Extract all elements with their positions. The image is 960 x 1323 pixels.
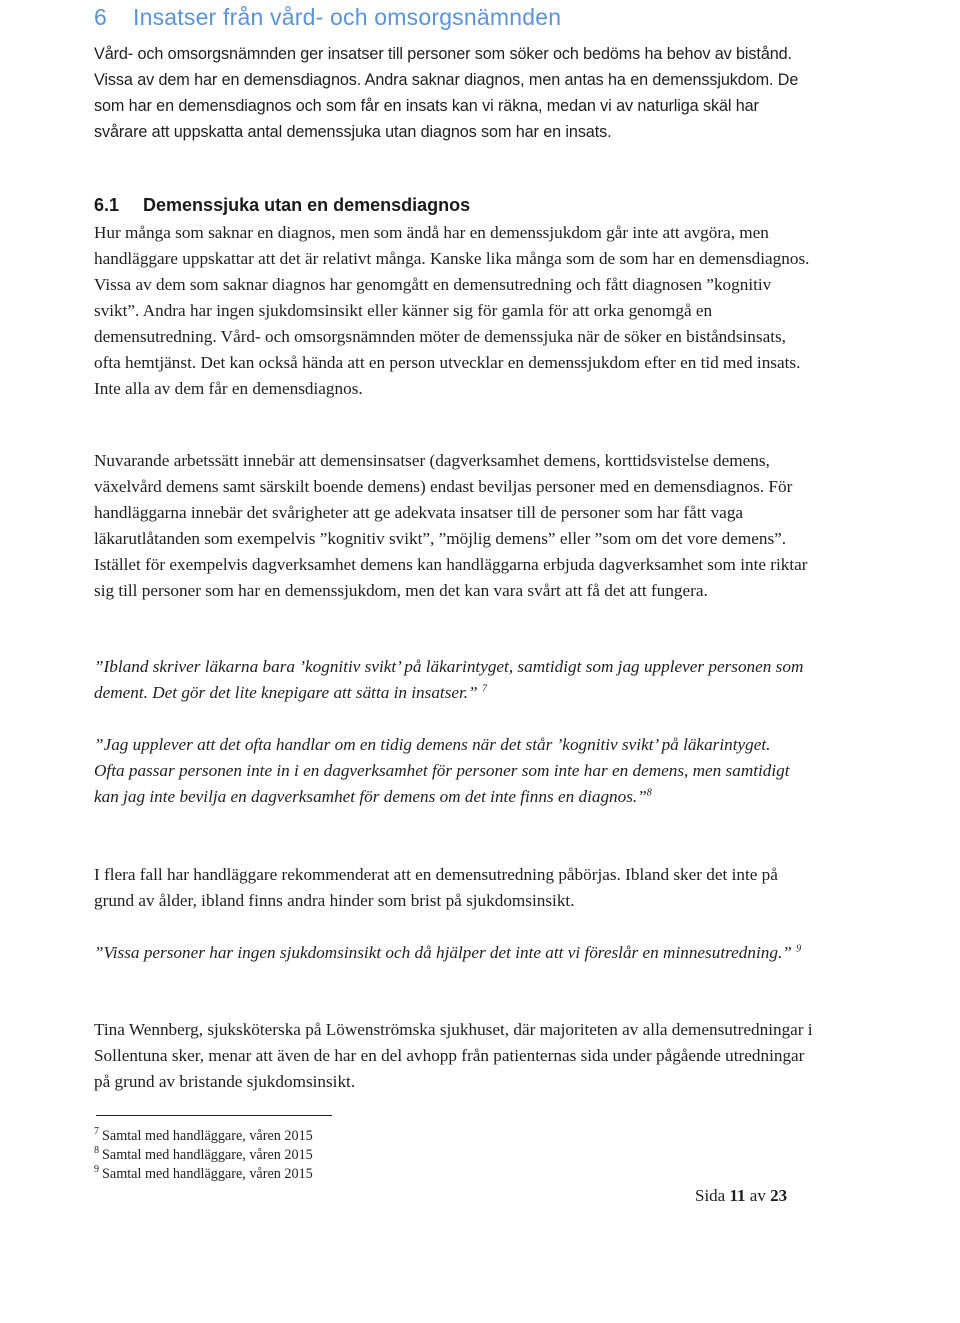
section-title: Demenssjuka utan en demensdiagnos [143, 195, 471, 215]
block-quote [94, 940, 804, 966]
footnote-text: Samtal med handläggare, våren 2015 [102, 1128, 313, 1144]
page-number-separator: av [749, 1186, 766, 1205]
section-number: 6.1 [94, 195, 120, 215]
block-quote [94, 732, 804, 810]
footnote-item [94, 1127, 313, 1146]
chapter-title: Insatser från vård- och omsorgsnämnden [133, 4, 562, 30]
footnote-number: 9 [94, 1164, 99, 1176]
page-number [695, 1186, 787, 1206]
page-number-total: 23 [770, 1186, 788, 1205]
page-number-current: 11 [729, 1186, 746, 1205]
footnote-number: 8 [94, 1145, 99, 1157]
footnote-reference: 7 [481, 683, 487, 695]
section-heading [94, 195, 470, 216]
intro-paragraph: Vård- och omsorgsnämnden ger insatser till personer som söker och bedöms ha behov av bistånd. Vissa av dem har en demensdiagnos. Andra saknar diagnos, men antas ha en demenssjukdom. De som har en demensdiagnos och som får en insats kan vi räkna, medan vi av naturliga skäl har svårare att uppskatta antal demenssjuka utan diagnos som har en insats. [94, 45, 799, 141]
body-paragraph: Tina Wennberg, sjuksköterska på Löwenströmska sjukhuset, där majoriteten av alla demensutredningar i Sollentuna sker, menar att även de har en del avhopp från patienternas sida under pågående utredningar på grund av bristande sjukdomsinsikt. [94, 1020, 813, 1091]
body-paragraph: Hur många som saknar en diagnos, men som ändå har en demenssjukdom går inte att avgöra, men handläggare uppskattar att det är relativt många. Kanske lika många som de som har en demensdiagnos. Vissa av dem som saknar diagnos har genomgått en demensutredning och fått diagnosen ”kognitiv svikt”. Andra har ingen sjukdomsinsikt eller känner sig för gamla för att orka genomgå en demensutredning. Vård- och omsorgsnämnden möter de demenssjuka när de söker en biståndsinsats, ofta hemtjänst. Det kan också hända att en person utvecklar en demenssjukdom efter en tid med insats. Inte alla av dem får en demensdiagnos. [94, 223, 810, 398]
footnote-text: Samtal med handläggare, våren 2015 [102, 1147, 313, 1163]
quote-text: ”Jag upplever att det ofta handlar om en tidig demens när det står ’kognitiv svikt’ på läkarintyget. Ofta passar personen inte in i en dagverksamhet för personer som inte har en demens, men samtidigt kan jag inte bevilja en dagverksamhet för demens om det inte finns en diagnos.” [94, 735, 790, 806]
body-paragraph: Nuvarande arbetssätt innebär att demensinsatser (dagverksamhet demens, korttidsvistelse demens, växelvård demens samt särskilt boende demens) endast beviljas personer med en demensdiagnos. För handläggarna innebär det svårigheter att ge adekvata insatser till de personer som har fått vaga läkarutlåtanden som exempelvis ”kognitiv svikt”, ”möjlig demens” eller ”som om det vore demens”. Istället för exempelvis dagverksamhet demens kan handläggarna erbjuda dagverksamhet som inte riktar sig till personer som har en demenssjukdom, men det kan vara svårt att få det att fungera. [94, 451, 808, 600]
chapter-heading [94, 4, 561, 31]
footnote-text: Samtal med handläggare, våren 2015 [102, 1166, 313, 1182]
block-quote [94, 654, 804, 706]
body-paragraph: I flera fall har handläggare rekommenderat att en demensutredning påbörjas. Ibland sker det inte på grund av ålder, ibland finns andra hinder som brist på sjukdomsinsikt. [94, 865, 778, 910]
footnote-item [94, 1165, 313, 1184]
page-number-prefix: Sida [695, 1186, 726, 1205]
footnote-number: 7 [94, 1126, 99, 1138]
footnote-divider [96, 1115, 332, 1116]
footnote-list [94, 1127, 313, 1184]
quote-text: ”Ibland skriver läkarna bara ’kognitiv svikt’ på läkarintyget, samtidigt som jag upplever personen som dement. Det gör det lite knepigare att sätta in insatser.” [94, 657, 804, 702]
quote-text: ”Vissa personer har ingen sjukdomsinsikt och då hjälper det inte att vi föreslår en minnesutredning.” [94, 943, 792, 962]
footnote-reference: 9 [796, 943, 802, 955]
footnote-item [94, 1146, 313, 1165]
footnote-reference: 8 [646, 787, 652, 799]
chapter-number: 6 [94, 4, 107, 30]
